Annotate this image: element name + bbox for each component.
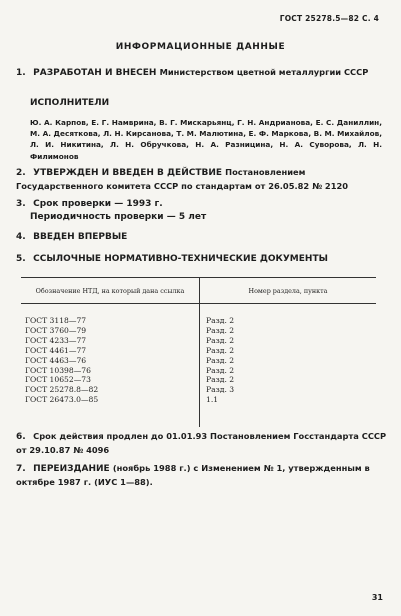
table-cell-section: Разд. 2 [206,355,235,365]
table-cell-designation: ГОСТ 3760—79 [21,326,200,336]
page-title: ИНФОРМАЦИОННЫЕ ДАННЫЕ [115,42,286,52]
executors-label: ИСПОЛНИТЕЛИ [30,98,110,108]
reference-table [21,277,376,427]
page-number: 31 [371,593,383,602]
table-row [21,366,376,376]
section-4-number: 4. [16,232,26,242]
section-1-number: 1. [16,68,26,78]
table-cell-designation: ГОСТ 26473.0—85 [21,395,200,405]
table-header-section: Номер раздела, пункта [200,278,377,304]
section-2-number: 2. [16,168,26,178]
section-7-text: (ноябрь 1988 г.) с Изменением № 1, утвержденным в октябре 1987 г. (ИУС 1—88). [16,463,370,487]
section-5 [16,253,328,266]
document-header: ГОСТ 25278.5—82 С. 4 [279,14,379,23]
table-cell-designation: ГОСТ 4463—76 [21,356,200,366]
table-cell-section: Разд. 3 [206,385,235,395]
section-6-text: Срок действия продлен до 01.01.93 Постановлением Госстандарта СССР от 29.10.87 № 4096 [16,431,387,455]
table-row [21,346,376,356]
section-3-number: 3. [16,199,26,209]
table-row [21,385,376,395]
section-3 [16,198,163,211]
table-cell-section: 1.1 [206,395,219,405]
section-7-number: 7. [16,464,26,474]
section-1 [16,66,388,80]
table-row [21,336,376,346]
table-cell-section: Разд. 2 [206,365,235,375]
table-cell-designation: ГОСТ 10398—76 [21,366,200,376]
section-4-text: ВВЕДЕН ВПЕРВЫЕ [33,232,128,242]
table-cell-section: Разд. 2 [206,345,235,355]
section-6-number: 6. [16,432,26,442]
table-cell-section: Разд. 2 [206,325,235,335]
table-cell-designation: ГОСТ 3118—77 [21,316,200,326]
table-cell-designation: ГОСТ 25278.8—82 [21,385,200,395]
section-1-bold: РАЗРАБОТАН И ВНЕСЕН [33,68,157,78]
section-6 [16,430,388,458]
table-row [21,316,376,326]
section-2-text: Постановлением Государственного комитета СССР по стандартам от 26.05.82 № 2120 [16,167,349,191]
section-5-number: 5. [16,254,26,264]
executors-list: Ю. А. Карпов, Е. Г. Намврина, В. Г. Мискарьянц, Г. Н. Андрианова, Е. С. Даниллин, М. А. Десяткова, Л. Н. Кирсанова, Т. М. Малютина, Е. Ф. Маркова, В. М. Михайлов, Л. И. Никитина, Л. Н. Обручкова, Н. А. Разницина, Н. А. Суворова, Л. Н. Филимонов [30,118,382,161]
table-cell-section: Разд. 2 [206,375,235,385]
section-3-line2: Периодичность проверки — 5 лет [30,212,207,222]
table-cell-section: Разд. 2 [206,316,235,325]
section-4 [16,231,127,244]
section-3-line1: Срок проверки — 1993 г. [33,199,163,209]
table-cell-designation: ГОСТ 4233—77 [21,336,200,346]
table-row [21,375,376,385]
section-2-bold: УТВЕРЖДЕН И ВВЕДЕН В ДЕЙСТВИЕ [33,168,223,178]
section-2 [16,166,388,194]
section-7 [16,462,388,490]
table-row [21,356,376,366]
section-7-bold: ПЕРЕИЗДАНИЕ [33,464,110,474]
section-1-text: Министерством цветной металлургии СССР [159,67,369,77]
table-cell-designation: ГОСТ 10652—73 [21,375,200,385]
table-row [21,395,376,405]
table-header-row [21,278,376,304]
table-header-designation: Обозначение НТД, на который дана ссылка [21,278,200,304]
table-cell-designation: ГОСТ 4461—77 [21,346,200,356]
section-5-text: ССЫЛОЧНЫЕ НОРМАТИВНО-ТЕХНИЧЕСКИЕ ДОКУМЕНТЫ [33,254,328,264]
table-cell-section: Разд. 2 [206,335,235,345]
table-row [21,326,376,336]
